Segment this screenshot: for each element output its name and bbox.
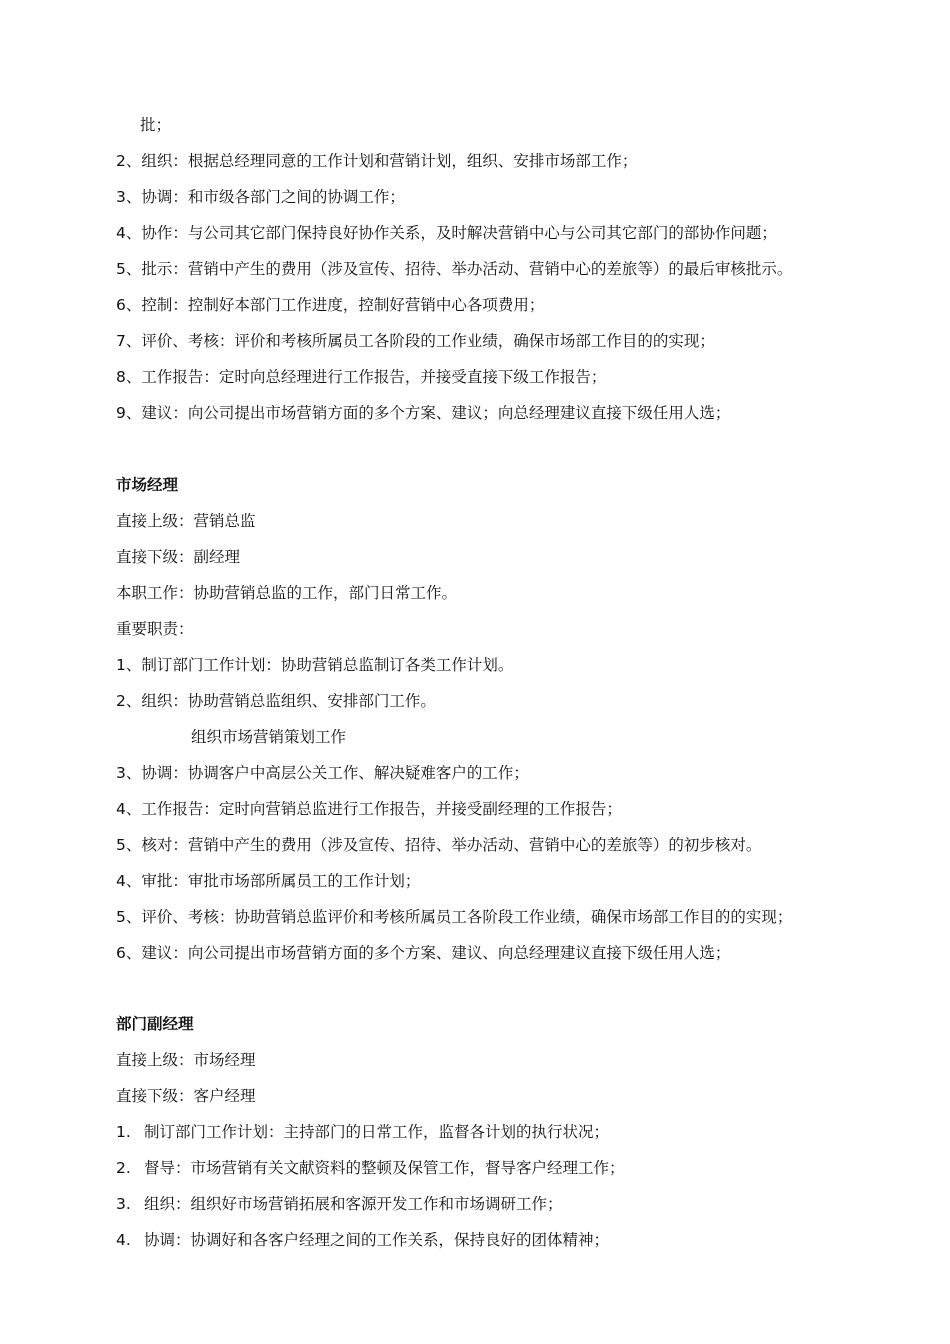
list-item: 9、建议：向公司提出市场营销方面的多个方案、建议；向总经理建议直接下级任用人选； (116, 404, 731, 422)
item-text: 制订部门工作计划：主持部门的日常工作，监督各计划的执行状况； (144, 1123, 610, 1141)
list-item-continuation: 组织市场营销策划工作 (191, 728, 347, 746)
section-title-market-manager: 市场经理 (116, 476, 179, 494)
item-number: 1. (116, 1123, 131, 1141)
numbered-item (116, 1230, 609, 1250)
item-text: 组织：组织好市场营销拓展和客源开发工作和市场调研工作； (144, 1195, 563, 1213)
list-item: 4、协作：与公司其它部门保持良好协作关系，及时解决营销中心与公司其它部门的部协作问题； (116, 224, 777, 242)
numbered-item (116, 1158, 625, 1178)
continued-line: 批； (140, 116, 172, 134)
direct-superior: 直接上级：市场经理 (116, 1051, 256, 1069)
item-number: 3. (116, 1195, 131, 1213)
job-duty: 本职工作：协助营销总监的工作，部门日常工作。 (116, 584, 458, 602)
direct-subordinate: 直接下级：副经理 (116, 548, 241, 566)
list-item: 2、组织：协助营销总监组织、安排部门工作。 (116, 692, 436, 710)
item-text: 协调：协调好和各客户经理之间的工作关系，保持良好的团体精神； (144, 1231, 610, 1249)
item-text: 督导：市场营销有关文献资料的整顿及保管工作，督导客户经理工作； (144, 1159, 625, 1177)
list-item: 6、控制：控制好本部门工作进度，控制好营销中心各项费用； (116, 296, 545, 314)
list-item: 5、核对：营销中产生的费用（涉及宣传、招待、举办活动、营销中心的差旅等）的初步核对。 (116, 836, 762, 854)
list-item: 2、组织：根据总经理同意的工作计划和营销计划，组织、安排市场部工作； (116, 152, 638, 170)
item-number: 2. (116, 1159, 131, 1177)
list-item: 4、审批：审批市场部所属员工的工作计划； (116, 872, 421, 890)
list-item: 5、批示：营销中产生的费用（涉及宣传、招待、举办活动、营销中心的差旅等）的最后审核批示。 (116, 260, 793, 278)
list-item: 3、协调：协调客户中高层公关工作、解决疑难客户的工作； (116, 764, 529, 782)
responsibilities-label: 重要职责： (116, 620, 194, 638)
list-item: 8、工作报告：定时向总经理进行工作报告，并接受直接下级工作报告； (116, 368, 607, 386)
numbered-item (116, 1194, 563, 1214)
list-item: 3、协调：和市级各部门之间的协调工作； (116, 188, 405, 206)
list-item: 4、工作报告：定时向营销总监进行工作报告，并接受副经理的工作报告； (116, 800, 622, 818)
list-item: 6、建议：向公司提出市场营销方面的多个方案、建议、向总经理建议直接下级任用人选； (116, 944, 731, 962)
list-item: 1、制订部门工作计划：协助营销总监制订各类工作计划。 (116, 656, 514, 674)
list-item: 5、评价、考核：协助营销总监评价和考核所属员工各阶段工作业绩，确保市场部工作目的的实现； (116, 908, 793, 926)
item-number: 4. (116, 1231, 131, 1249)
direct-subordinate: 直接下级：客户经理 (116, 1087, 256, 1105)
direct-superior: 直接上级：营销总监 (116, 512, 256, 530)
section-title-deputy-manager: 部门副经理 (116, 1015, 194, 1033)
list-item: 7、评价、考核：评价和考核所属员工各阶段的工作业绩，确保市场部工作目的的实现； (116, 332, 715, 350)
numbered-item (116, 1122, 609, 1142)
